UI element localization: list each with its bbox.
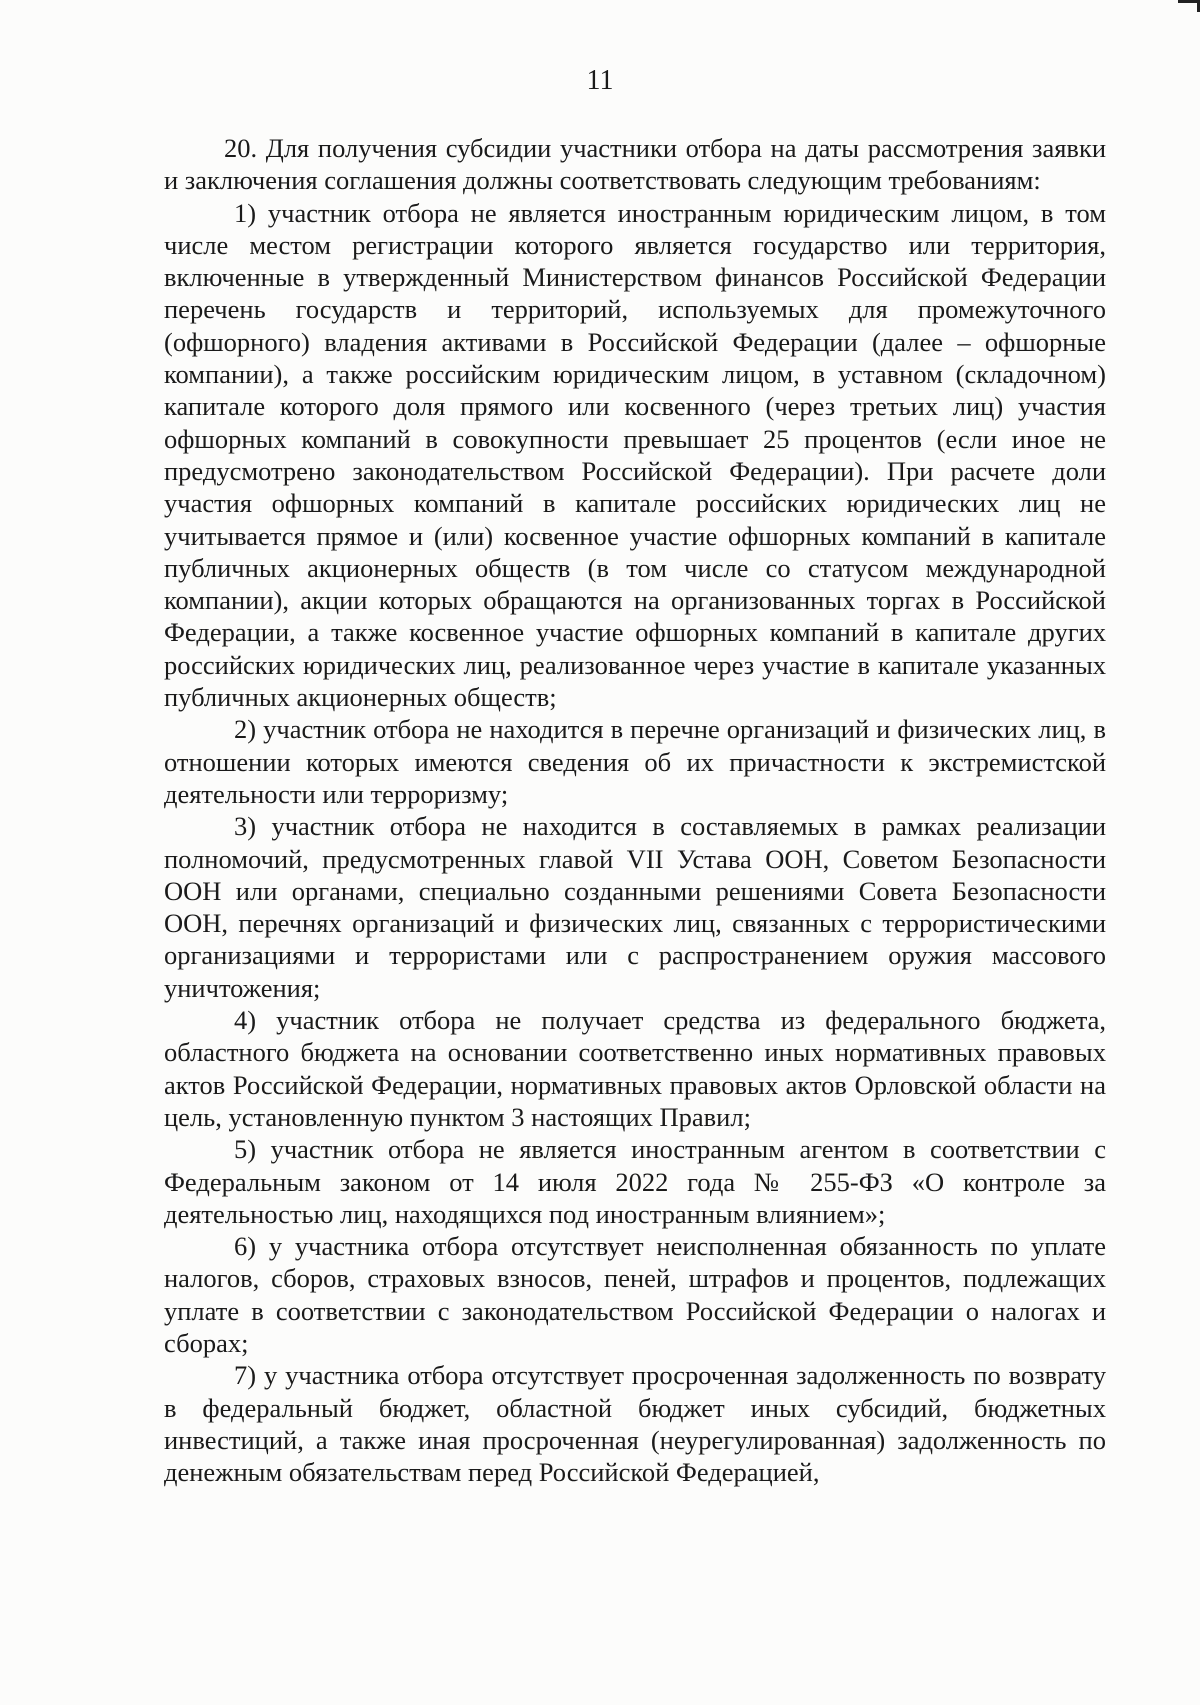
paragraph-item-5: 5) участник отбора не является иностранным агентом в соответствии с Федеральным законом от 14 июля 2022 года № 255-ФЗ «О контроле за деятельностью лиц, находящихся под иностранным влиянием»;: [164, 1134, 1106, 1229]
paragraph-item-7: 7) у участника отбора отсутствует просроченная задолженность по возврату в федеральный бюджет, областной бюджет иных субсидий, бюджетных инвестиций, а также иная просроченная (неурегулированная) задолженность по денежным обязательствам перед Российской Федерацией,: [164, 1360, 1106, 1488]
paragraph-20-intro: 20. Для получения субсидии участники отбора на даты рассмотрения заявки и заключения соглашения должны соответствовать следующим требованиям:: [164, 133, 1106, 196]
paragraph-item-1: 1) участник отбора не является иностранным юридическим лицом, в том числе местом регистрации которого является государство или территория, включенные в утвержденный Министерством финансов Российской Федерации перечень государств и территорий, используемых для промежуточного (офшорного) владения активами в Российской Федерации (далее – офшорные компании), а также российским юридическим лицом, в уставном (складочном) капитале которого доля прямого или косвенного (через третьих лиц) участия офшорных компаний в совокупности превышает 25 процентов (если иное не предусмотрено законодательством Российской Федерации). При расчете доли участия офшорных компаний в капитале российских юридических лиц не учитывается прямое и (или) косвенное участие офшорных компаний в капитале публичных акционерных обществ (в том числе со статусом международной компании), акции которых обращаются на организованных торгах в Российской Федерации, а также косвенное участие офшорных компаний в капитале других российских юридических лиц, реализованное через участие в капитале указанных публичных акционерных обществ;: [164, 197, 1106, 713]
paragraph-item-2: 2) участник отбора не находится в перечне организаций и физических лиц, в отношении которых имеются сведения об их причастности к экстремистской деятельности или терроризму;: [164, 714, 1106, 809]
paragraph-item-4: 4) участник отбора не получает средства из федерального бюджета, областного бюджета на основании соответственно иных нормативных правовых актов Российской Федерации, нормативных правовых актов Орловской области на цель, установленную пунктом 3 настоящих Правил;: [164, 1005, 1106, 1132]
scan-corner-mark: [1178, 0, 1200, 12]
page-number: 11: [586, 65, 614, 96]
paragraph-item-3: 3) участник отбора не находится в составляемых в рамках реализации полномочий, предусмотренных главой VII Устава ООН, Советом Безопасности ООН или органами, специально созданными решениями Совета Безопасности ООН, перечнях организаций и физических лиц, связанных с террористическими организациями и террористами или с распространением оружия массового уничтожения;: [164, 811, 1106, 1003]
paragraph-item-6: 6) у участника отбора отсутствует неисполненная обязанность по уплате налогов, сборов, страховых взносов, пеней, штрафов и процентов, подлежащих уплате в соответствии с законодательством Российской Федерации о налогах и сборах;: [164, 1231, 1106, 1358]
document-body: [164, 132, 1106, 1488]
